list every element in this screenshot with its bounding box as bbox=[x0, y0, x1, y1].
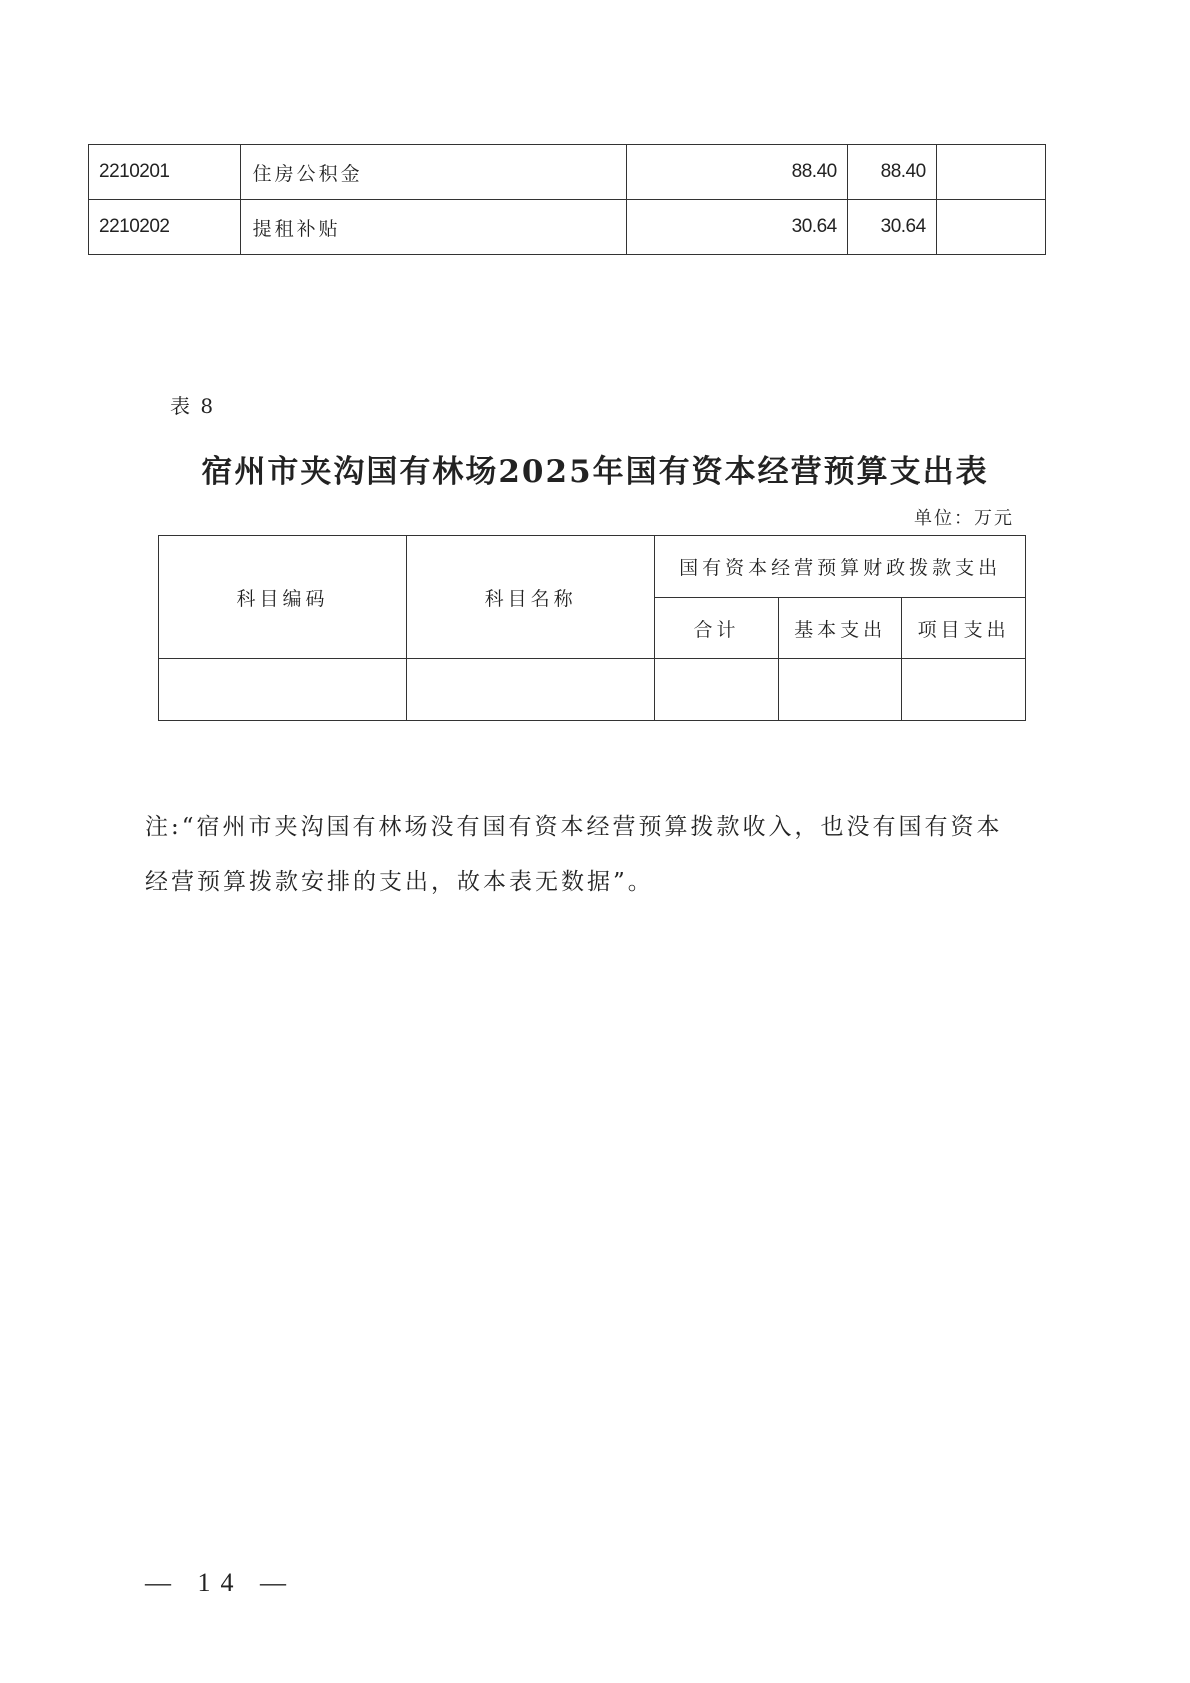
header-total: 合计 bbox=[655, 598, 779, 659]
subject-code: 2210201 bbox=[89, 145, 241, 200]
total-value: 30.64 bbox=[626, 200, 847, 255]
subject-name: 住房公积金 bbox=[240, 145, 626, 200]
empty-cell bbox=[159, 659, 407, 721]
table-row bbox=[159, 659, 1026, 721]
project-value bbox=[936, 145, 1045, 200]
page-number: — 14 — bbox=[145, 1568, 296, 1597]
note-paragraph: 注:“宿州市夹沟国有林场没有国有资本经营预算拨款收入，也没有国有资本经营预算拨款安排的支出，故本表无数据”。 bbox=[145, 814, 1003, 895]
header-basic: 基本支出 bbox=[778, 598, 902, 659]
subject-name: 提租补贴 bbox=[240, 200, 626, 255]
basic-value: 88.40 bbox=[847, 145, 936, 200]
table-label: 表 8 bbox=[170, 394, 216, 418]
header-row bbox=[159, 536, 1026, 598]
basic-value: 30.64 bbox=[847, 200, 936, 255]
empty-cell bbox=[902, 659, 1026, 721]
budget-continuation-table bbox=[88, 144, 1046, 255]
empty-cell bbox=[778, 659, 902, 721]
state-capital-expenditure-table bbox=[158, 535, 1026, 721]
project-value bbox=[936, 200, 1045, 255]
header-subject-code: 科目编码 bbox=[159, 536, 407, 659]
empty-cell bbox=[407, 659, 655, 721]
total-value: 88.40 bbox=[626, 145, 847, 200]
subject-code: 2210202 bbox=[89, 200, 241, 255]
page-title: 宿州市夹沟国有林场2025年国有资本经营预算支出表 bbox=[201, 454, 989, 490]
unit-label: 单位：万元 bbox=[914, 508, 1014, 529]
header-expenditure-group: 国有资本经营预算财政拨款支出 bbox=[655, 536, 1026, 598]
table-row bbox=[89, 145, 1046, 200]
header-project: 项目支出 bbox=[902, 598, 1026, 659]
table-row bbox=[89, 200, 1046, 255]
header-subject-name: 科目名称 bbox=[407, 536, 655, 659]
empty-cell bbox=[655, 659, 779, 721]
